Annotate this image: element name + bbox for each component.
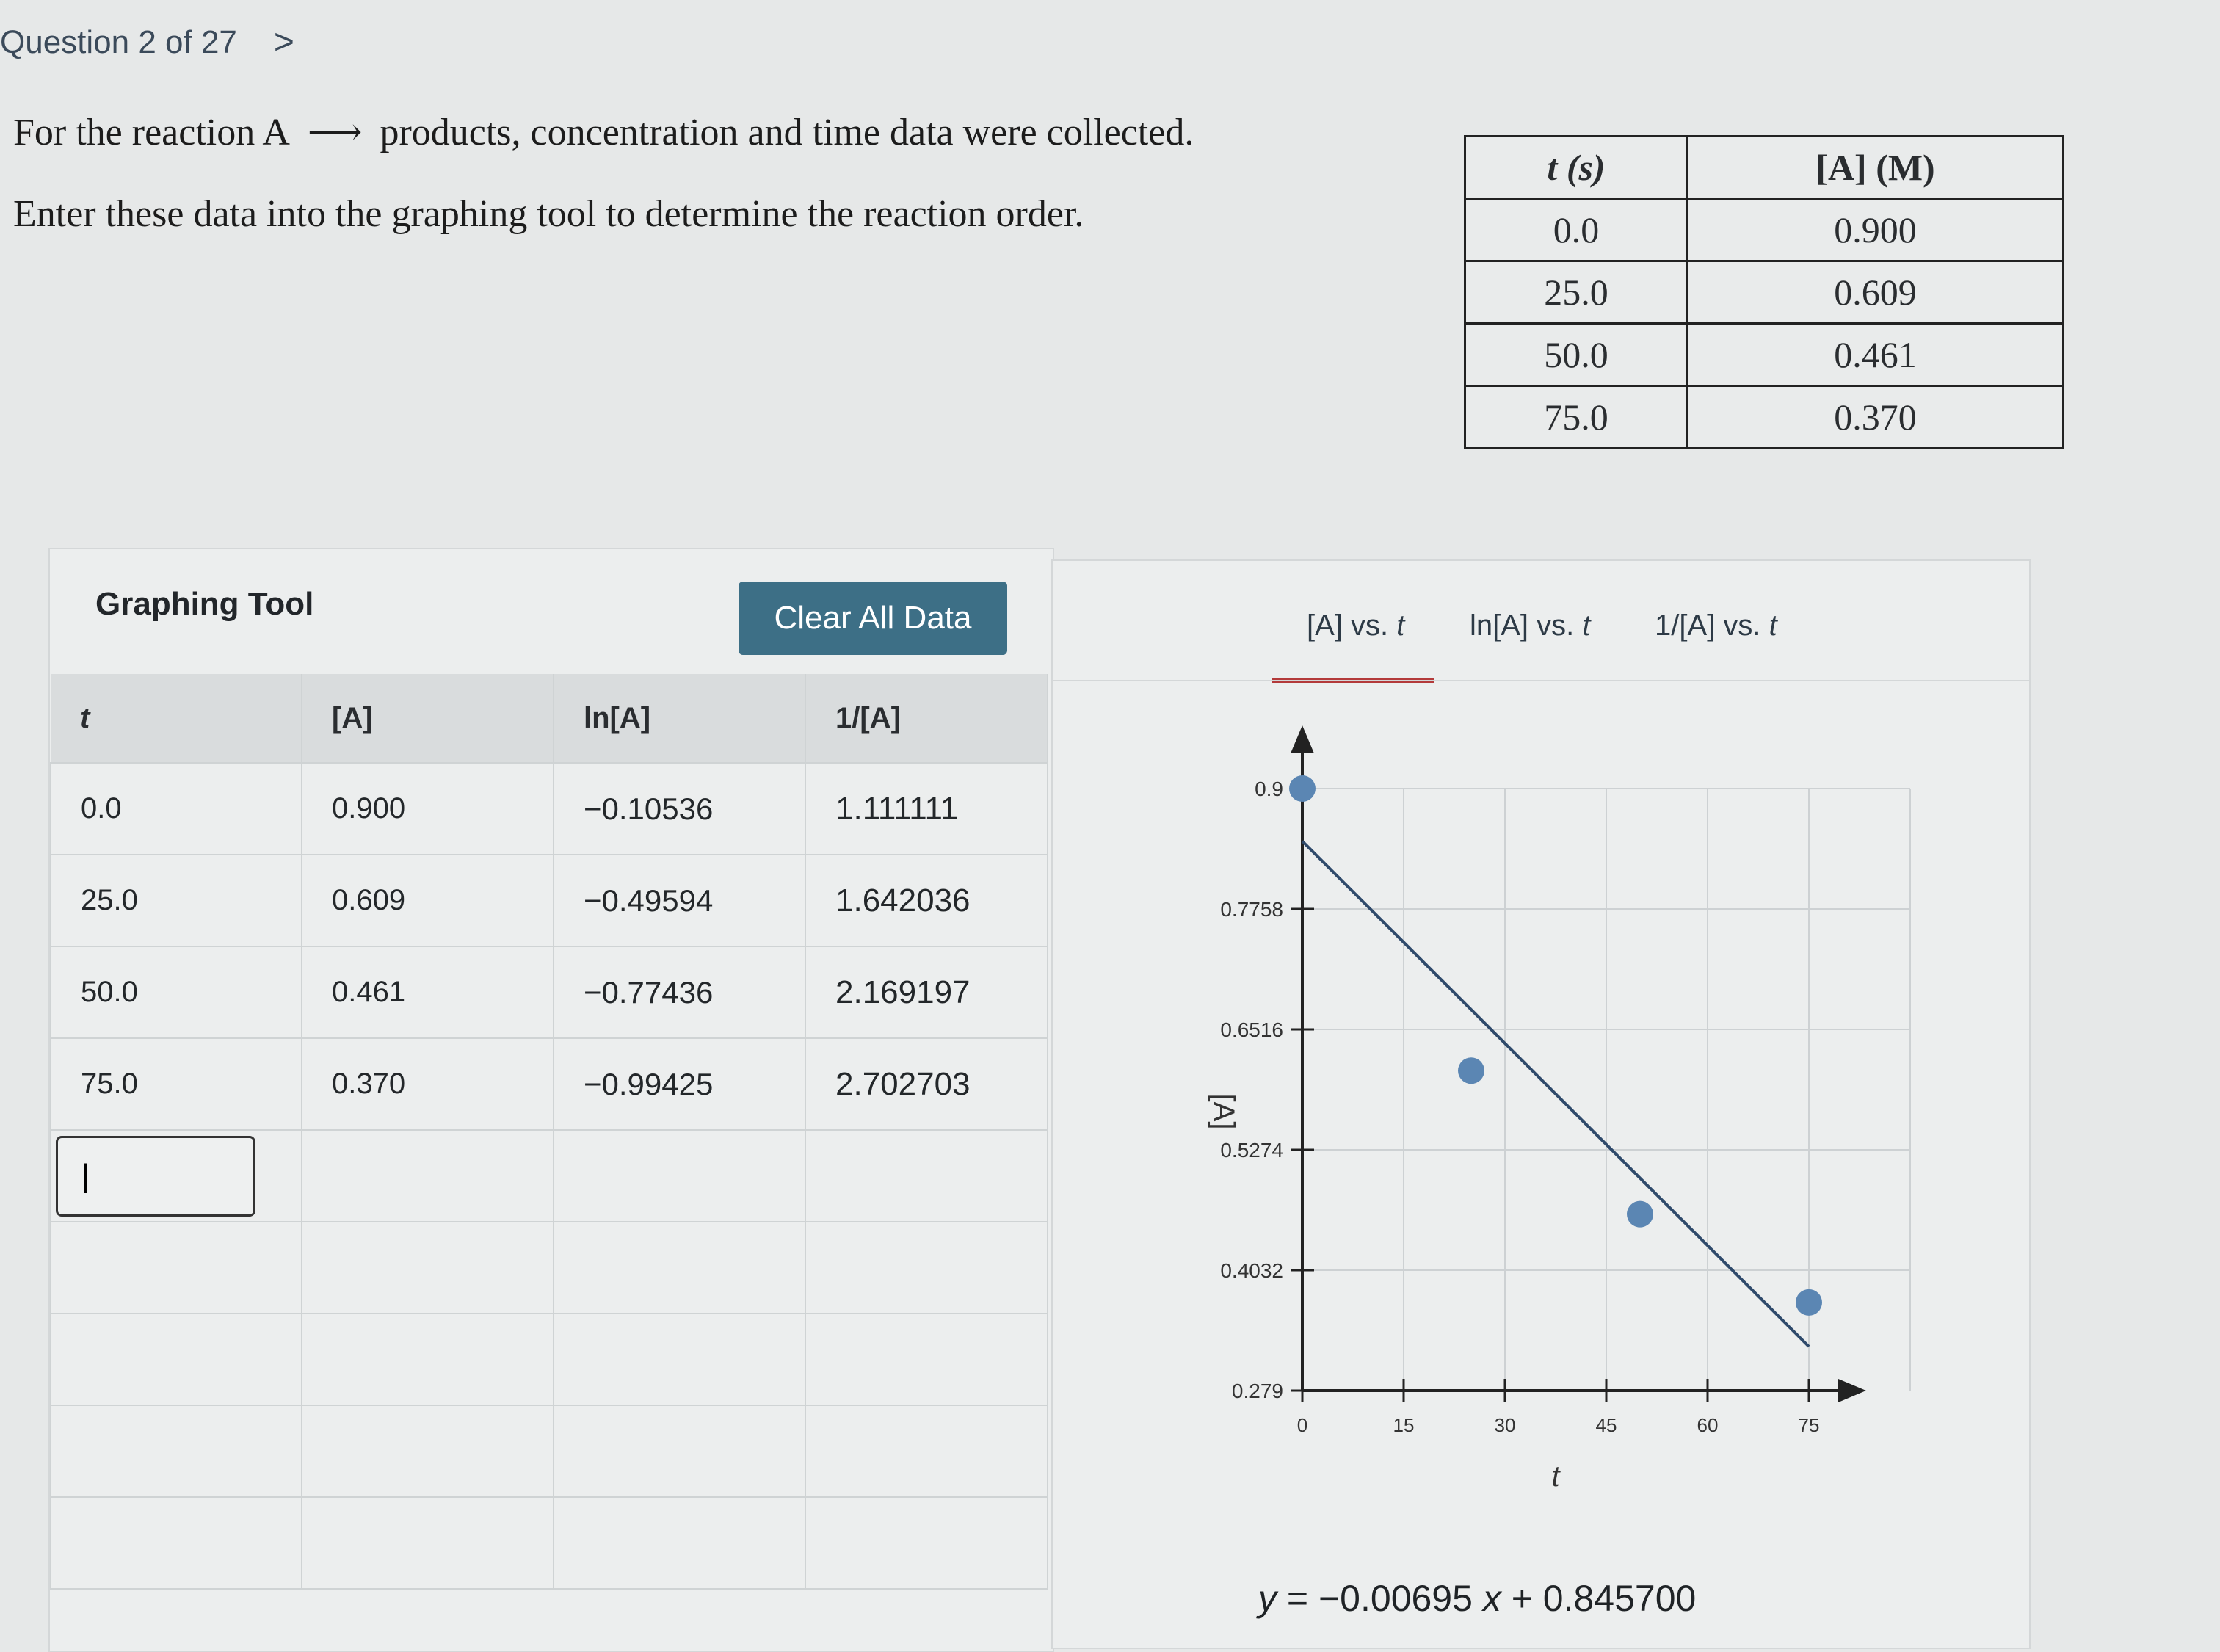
graphing-tool-title: Graphing Tool	[95, 586, 314, 622]
grid-cell: −0.99425	[554, 1038, 805, 1130]
x-axis-label: t	[1551, 1460, 1560, 1493]
prompt-reactant: For the reaction A	[13, 112, 290, 153]
table-row	[51, 1405, 1048, 1497]
table-row	[51, 1130, 1048, 1222]
grid-cell[interactable]	[302, 1405, 554, 1497]
grid-cell[interactable]	[51, 1314, 302, 1405]
y-tick-label: 0.6516	[1220, 1018, 1283, 1041]
data-point	[1627, 1201, 1653, 1228]
x-tick-label: 75	[1798, 1414, 1820, 1436]
grid-cell[interactable]: 0.900	[302, 763, 554, 855]
grid-cell[interactable]	[302, 1497, 554, 1589]
y-tick-label: 0.7758	[1220, 898, 1283, 921]
question-counter: Question 2 of 27	[0, 23, 237, 60]
grid-cell[interactable]	[51, 1497, 302, 1589]
chart-axes	[1291, 725, 1866, 1402]
y-tick-label: 0.5274	[1220, 1139, 1283, 1162]
graphing-data-grid	[50, 674, 1048, 1590]
grid-cell[interactable]: 0.370	[302, 1038, 554, 1130]
table-row	[51, 1222, 1048, 1314]
grid-cell[interactable]: 0.461	[302, 946, 554, 1038]
table-row: 25.0 0.609	[1465, 261, 2064, 324]
grid-cell: 2.702703	[805, 1038, 1048, 1130]
y-axis-arrow-icon	[1291, 725, 1314, 753]
regression-equation: y = −0.00695 x + 0.845700	[1258, 1578, 1697, 1619]
table-row	[51, 1497, 1048, 1589]
grid-cell: 1.111111	[805, 763, 1048, 855]
x-tick-label: 15	[1393, 1414, 1415, 1436]
data-points	[1289, 775, 1822, 1316]
prompt-line-1	[13, 110, 1194, 154]
y-tick-label: 0.4032	[1220, 1259, 1283, 1282]
data-header-concentration: [A] (M)	[1688, 137, 2064, 199]
x-tick-label: 30	[1494, 1414, 1516, 1436]
graph-panel	[1051, 559, 2031, 1649]
grid-cell[interactable]	[302, 1314, 554, 1405]
chart-ticks	[1220, 778, 1819, 1436]
reaction-arrow-icon: ⟶	[307, 112, 363, 153]
data-point	[1796, 1289, 1822, 1316]
grid-cell[interactable]: 0.0	[51, 763, 302, 855]
graphing-tool-panel	[48, 548, 1054, 1652]
x-tick-label: 45	[1595, 1414, 1617, 1436]
grid-cell: −0.49594	[554, 855, 805, 946]
given-data-table	[1464, 135, 2064, 449]
y-axis-label: [A]	[1208, 1093, 1240, 1130]
grid-cell	[554, 1222, 805, 1314]
grid-cell[interactable]: 0.609	[302, 855, 554, 946]
y-tick-label: 0.279	[1231, 1380, 1283, 1402]
table-row: 75.0 0.370	[1465, 386, 2064, 449]
t-value-input[interactable]	[56, 1136, 255, 1217]
table-row	[51, 946, 1048, 1038]
question-nav	[0, 22, 294, 62]
table-row	[51, 1038, 1048, 1130]
grid-cell: −0.77436	[554, 946, 805, 1038]
y-tick-label: 0.9	[1255, 778, 1283, 800]
x-axis-arrow-icon	[1838, 1379, 1866, 1402]
grid-cell[interactable]: 75.0	[51, 1038, 302, 1130]
data-point	[1458, 1057, 1484, 1084]
prompt-line-2: Enter these data into the graphing tool to determine the reaction order.	[13, 193, 1084, 235]
grid-header-t: t	[51, 674, 302, 763]
concentration-vs-time-chart	[1053, 561, 2029, 1574]
grid-cell[interactable]: 25.0	[51, 855, 302, 946]
grid-cell	[554, 1405, 805, 1497]
grid-cell: 1.642036	[805, 855, 1048, 946]
grid-header-conc: [A]	[302, 674, 554, 763]
grid-cell: 2.169197	[805, 946, 1048, 1038]
next-question-chevron-icon[interactable]: >	[273, 23, 294, 62]
x-tick-label: 0	[1296, 1414, 1308, 1436]
table-row	[51, 855, 1048, 946]
grid-cell[interactable]	[302, 1222, 554, 1314]
grid-cell[interactable]	[51, 1222, 302, 1314]
clear-all-data-button[interactable]: Clear All Data	[739, 582, 1007, 655]
table-row	[51, 1314, 1048, 1405]
grid-header-inverse: 1/[A]	[805, 674, 1048, 763]
grid-cell-active[interactable]	[51, 1130, 302, 1222]
data-point	[1289, 775, 1316, 802]
table-row: 0.0 0.900	[1465, 199, 2064, 261]
tab-ln-conc-vs-t[interactable]: ln[A] vs. t	[1470, 609, 1591, 642]
data-header-time: t (s)	[1465, 137, 1688, 199]
grid-cell	[805, 1497, 1048, 1589]
grid-cell	[805, 1222, 1048, 1314]
grid-cell	[805, 1314, 1048, 1405]
table-row	[51, 763, 1048, 855]
grid-cell	[554, 1497, 805, 1589]
grid-cell[interactable]	[302, 1130, 554, 1222]
tab-conc-vs-t[interactable]: [A] vs. t	[1307, 609, 1405, 642]
grid-cell	[805, 1130, 1048, 1222]
grid-cell[interactable]: 50.0	[51, 946, 302, 1038]
grid-cell	[554, 1314, 805, 1405]
grid-cell[interactable]	[51, 1405, 302, 1497]
x-tick-label: 60	[1697, 1414, 1719, 1436]
prompt-products: products, concentration and time data were collected.	[380, 112, 1194, 153]
grid-cell	[805, 1405, 1048, 1497]
table-row: 50.0 0.461	[1465, 324, 2064, 386]
grid-header-ln: ln[A]	[554, 674, 805, 763]
tab-inverse-conc-vs-t[interactable]: 1/[A] vs. t	[1655, 609, 1777, 642]
grid-cell	[554, 1130, 805, 1222]
grid-cell: −0.10536	[554, 763, 805, 855]
